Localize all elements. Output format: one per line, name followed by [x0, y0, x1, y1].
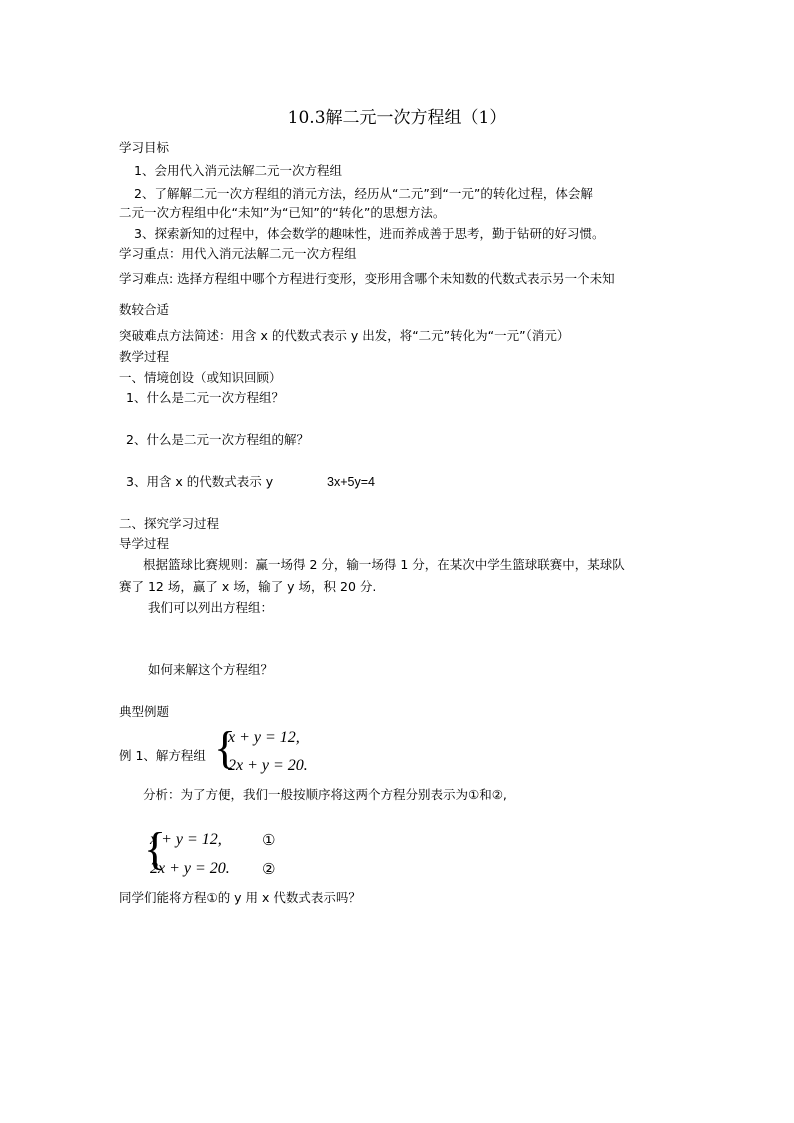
- problem-line-3: 我们可以列出方程组：: [148, 600, 274, 615]
- example-1-label: 例 1、解方程组: [119, 748, 206, 763]
- example-eq-2: 2x + y = 20.: [228, 757, 308, 774]
- objective-item-3: 3、探索新知的过程中，体会数学的趣味性，进而养成善于思考，勤于钻研的好习惯。: [134, 226, 605, 241]
- objective-item-2-cont: 二元一次方程组中化“未知”为“已知”的“转化”的思想方法。: [119, 205, 446, 220]
- objective-item-1: 1、会用代入消元法解二元一次方程组: [134, 163, 342, 178]
- problem-question: 如何来解这个方程组？: [148, 662, 274, 677]
- question-3-equation: 3x+5y=4: [327, 475, 375, 489]
- equation-brace: {: [214, 722, 237, 773]
- page-title: 10.3解二元一次方程组（1）: [287, 108, 507, 128]
- section1-heading: 一、情境创设（或知识回顾）: [119, 370, 282, 385]
- analysis-eq-1: x + y = 12,: [150, 831, 222, 848]
- mark-circle-2: ②: [262, 860, 276, 878]
- difficulty-line-2: 数较合适: [119, 302, 170, 317]
- guide-heading: 导学过程: [119, 536, 170, 551]
- problem-line-2: 赛了 12 场，赢了 x 场，输了 y 场，积 20 分.: [119, 579, 377, 594]
- question-2: 2、什么是二元一次方程组的解？: [126, 432, 309, 447]
- example-eq-1: x + y = 12,: [228, 729, 300, 746]
- method-summary: 突破难点方法简述：用含 x 的代数式表示 y 出发，将“二元”转化为“一元”（消元）: [119, 328, 570, 343]
- analysis-eq-2: 2x + y = 20.: [150, 860, 230, 877]
- process-heading: 教学过程: [119, 349, 170, 364]
- examples-heading: 典型例题: [119, 704, 170, 719]
- section2-heading: 二、探究学习过程: [119, 516, 220, 531]
- analysis-text: 分析：为了方便，我们一般按顺序将这两个方程分别表示为①和②,: [143, 787, 507, 802]
- objectives-heading: 学习目标: [119, 140, 170, 155]
- key-point: 学习重点：用代入消元法解二元一次方程组: [119, 246, 357, 261]
- problem-line-1: 根据篮球比赛规则：赢一场得 2 分，输一场得 1 分，在某次中学生篮球联赛中，某球队: [143, 557, 625, 572]
- mark-circle-1: ①: [262, 831, 276, 849]
- difficulty-line-1: 学习难点: 选择方程组中哪个方程进行变形，变形用含哪个未知数的代数式表示另一个未知: [119, 271, 615, 286]
- question-1: 1、什么是二元一次方程组？: [126, 390, 284, 405]
- question-3: 3、用含 x 的代数式表示 y: [126, 474, 274, 489]
- closing-question: 同学们能将方程①的 y 用 x 代数式表示吗？: [119, 890, 361, 905]
- equation-brace-2: {: [144, 823, 167, 874]
- objective-item-2: 2、了解解二元一次方程组的消元方法，经历从“二元”到“一元”的转化过程，体会解: [134, 186, 593, 201]
